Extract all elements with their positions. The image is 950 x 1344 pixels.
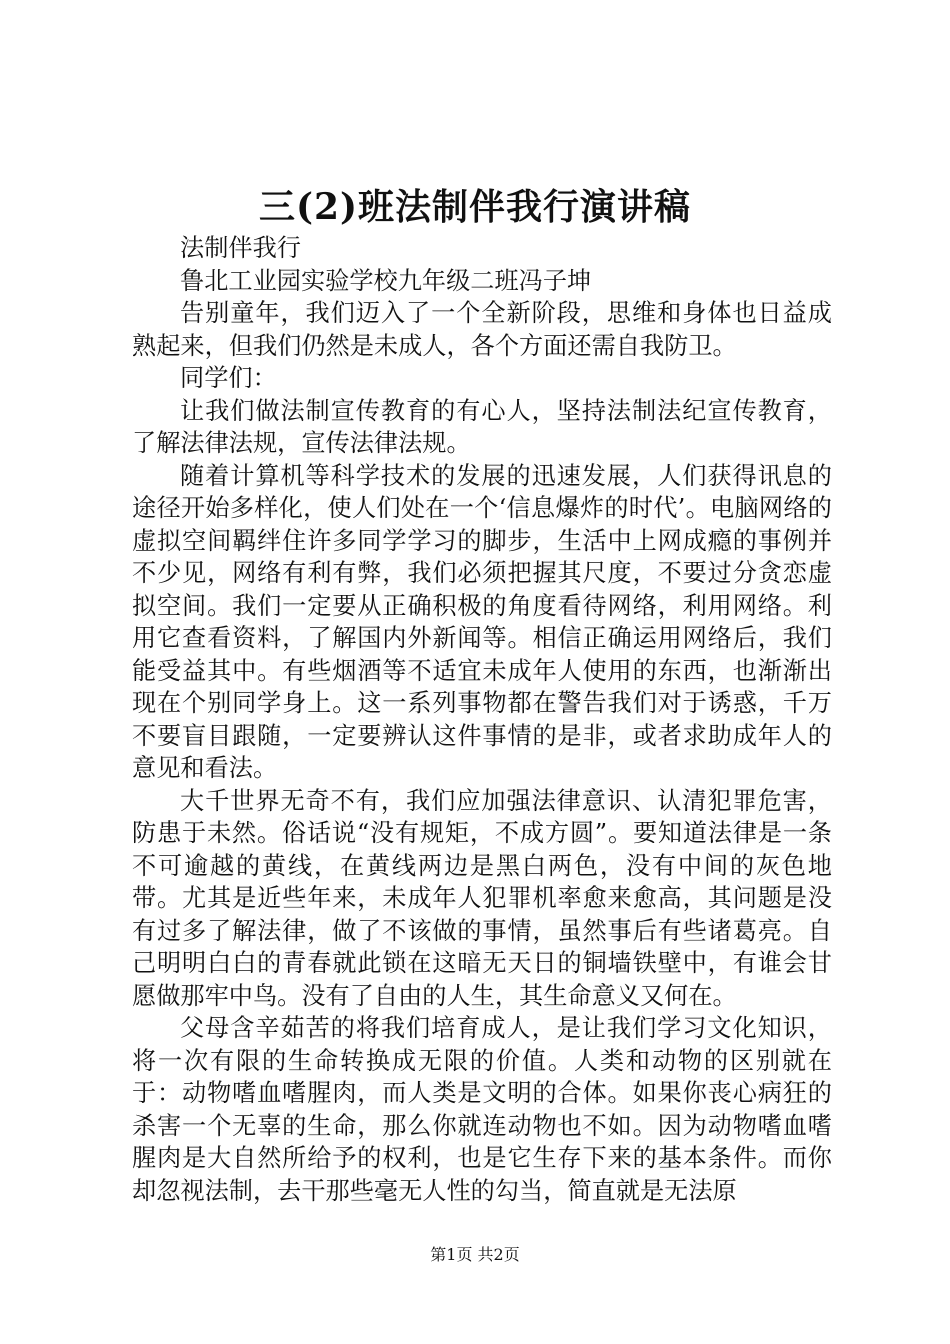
paragraph: 告别童年，我们迈入了一个全新阶段，思维和身体也日益成熟起来，但我们仍然是未成人，各个方面还需自我防卫。 bbox=[132, 299, 832, 360]
paragraph: 同学们： bbox=[180, 364, 277, 392]
paragraph: 让我们做法制宣传教育的有心人，坚持法制法纪宣传教育，了解法律法规，宣传法律法规。 bbox=[132, 396, 832, 457]
page-footer: 第1页 共2页 bbox=[430, 1245, 520, 1264]
paragraph: 鲁北工业园实验学校九年级二班冯子坤 bbox=[180, 266, 592, 295]
paragraph: 法制伴我行 bbox=[180, 234, 301, 262]
paragraph: 大千世界无奇不有，我们应加强法律意识、认清犯罪危害，防患于未然。俗话说“没有规矩，不成方圆”。要知道法律是一条不可逾越的黄线，在黄线两边是黑白两色，没有中间的灰色地带。尤其是近些年来，未成年人犯罪机率愈来愈高，其问题是没有过多了解法律，做了不该做的事情，虽然事后有些诸葛亮。自己明明白白的青春就此锁在这暗无天日的铜墙铁壁中，有谁会甘愿做那牢中鸟。没有了自由的人生，其生命意义又何在。 bbox=[132, 786, 832, 1010]
document-title: 三(2)班法制伴我行演讲稿 bbox=[258, 186, 692, 228]
paragraph: 随着计算机等科学技术的发展的迅速发展，人们获得讯息的途径开始多样化，使人们处在一个‘信息爆炸的时代’。电脑网络的虚拟空间羁绊住许多同学学习的脚步，生活中上网成瘾的事例并不少见，网络有利有弊，我们必须把握其尺度，不要过分贪恋虚拟空间。我们一定要从正确积极的角度看待网络，利用网络。利用它查看资料，了解国内外新闻等。相信正确运用网络后，我们能受益其中。有些烟酒等不适宜未成年人使用的东西，也渐渐出现在个别同学身上。这一系列事物都在警告我们对于诱惑，千万不要盲目跟随，一定要辨认这件事情的是非，或者求助成年人的意见和看法。 bbox=[132, 461, 832, 782]
paragraph: 父母含辛茹苦的将我们培育成人，是让我们学习文化知识，将一次有限的生命转换成无限的价值。人类和动物的区别就在于：动物嗜血嗜腥肉，而人类是文明的合体。如果你丧心病狂的杀害一个无辜的生命，那么你就连动物也不如。因为动物嗜血嗜腥肉是大自然所给予的权利，也是它生存下来的基本条件。而你却忽视法制，去干那些毫无人性的勾当，简直就是无法原 bbox=[132, 1014, 832, 1205]
document-body bbox=[132, 232, 832, 1207]
